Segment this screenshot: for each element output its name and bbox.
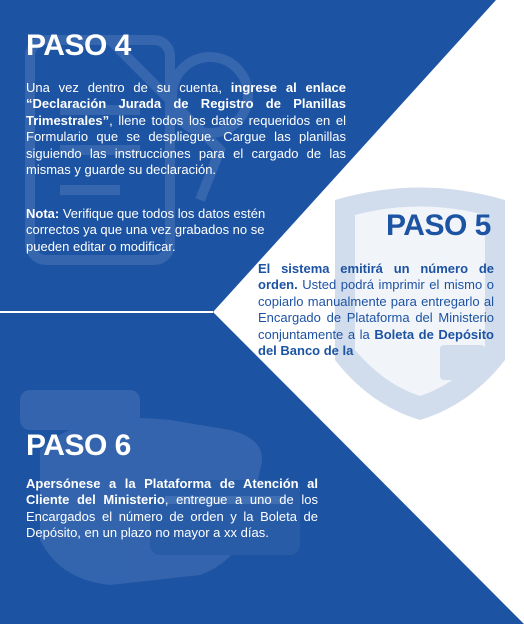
paso-4-link-text: ingrese al enlace “Declaración Jurada de Registro de Planillas Trimestrales” xyxy=(26,80,347,128)
paso-4-note-text: Verifique que todos los datos estén correctos ya que una vez grabados no se pueden editar o modificar. xyxy=(26,206,266,254)
paso-5-tail-text: Boleta de Depósito del Banco de la xyxy=(258,326,494,359)
paso-4-intro-text: Una vez dentro de su cuenta, xyxy=(26,80,231,95)
paso-4-instructions xyxy=(26,80,346,178)
paso-6-heading: PASO 6 xyxy=(26,429,131,462)
paso-5-heading: PASO 5 xyxy=(386,209,491,242)
paso-5-instructions xyxy=(258,261,494,359)
paso-5-rest-text: Usted podrá imprimir el mismo o copiarlo manualmente para entregarlo al Encargado de Plataforma del Ministerio conjuntamente a la xyxy=(258,277,494,342)
paso-4-note-label: Nota: xyxy=(26,206,60,221)
paso-6-rest-text: , entregue a uno de los Encargados el número de orden y la Boleta de Depósito, en un plazo no mayor a xx días. xyxy=(26,492,318,541)
paso-6-lead-text: Apersónese a la Plataforma de Atención al Cliente del Ministerio xyxy=(26,476,318,508)
paso-4-rest-text: , llene todos los datos requeridos en el Formulario que se despliegue. Cargue las planillas siguiendo las instrucciones para el cargado de las mismas y guarde su declaración. xyxy=(26,112,346,178)
paso-5-lead-text: El sistema emitirá un número de orden. xyxy=(258,261,494,293)
paso-6-instructions xyxy=(26,476,318,542)
paso-4-note xyxy=(26,206,288,255)
paso-4-heading: PASO 4 xyxy=(26,29,131,62)
